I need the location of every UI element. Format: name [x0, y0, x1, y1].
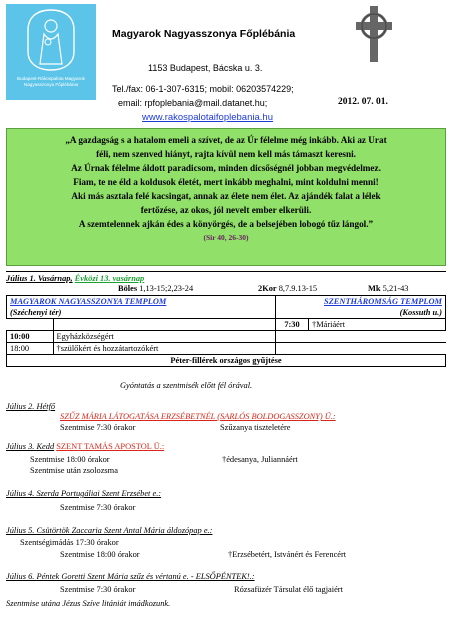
- phone: Tel./fax: 06-1-307-6315; mobil: 06203574229;: [112, 84, 294, 94]
- mass-time: 18:00: [7, 343, 54, 355]
- quote-line: fertőzése, az okos, jól nevelt ember elkerüli.: [140, 205, 312, 215]
- day-heading: Július 3. Kedd: [6, 442, 55, 451]
- extra-note: Szentmise után zsolozsma: [30, 466, 118, 475]
- quote-reference: (Sir 40, 26-30): [203, 233, 249, 242]
- mass-time: Szentmise 7:30 órakor: [60, 503, 136, 512]
- mass-time: 10:00: [7, 331, 54, 343]
- reading3: 5,21-43: [382, 284, 409, 293]
- reading2: 8,7.9.13-15: [278, 284, 318, 293]
- address: 1153 Budapest, Bácska u. 3.: [148, 63, 263, 73]
- mass-intention: †Erzsébetért, Istvánért és Ferencért: [228, 550, 347, 559]
- celtic-cross-icon: [348, 4, 400, 64]
- sunday-schedule-table: [6, 295, 446, 367]
- parish-logo: [6, 4, 96, 100]
- logo-text: Budapest-Rákospalota Magyarok Nagyasszonya Főplébánia: [17, 76, 85, 87]
- email: email: rpfoplebania@mail.datanet.hu;: [118, 98, 268, 108]
- mass-time: Szentmise 7:30 órakor: [60, 585, 136, 594]
- feast-title: SZŰZ MÁRIA LÁTOGATÁSA ERZSÉBETNÉL (SARLÓS BOLDOGASSZONY) Ü.:: [60, 412, 336, 421]
- church-right-sub: (Kossuth u.): [276, 307, 446, 319]
- feast-title: SZENT TAMÁS APOSTOL Ü.:: [56, 442, 165, 451]
- quote-line: féli, nem szenved hiányt, rajta kívül nem kell más támaszt keresni.: [96, 149, 356, 159]
- mass-time: Szentmise 18:00 órakor: [60, 550, 140, 559]
- church-right: SZENTHÁROMSÁG TEMPLOM: [276, 296, 446, 308]
- confession-note: Gyóntatás a szentmisék előtt fél órával.: [120, 381, 253, 390]
- scripture-quote: [6, 128, 446, 266]
- mass-intention: Szűzanya tiszteletére: [220, 423, 291, 432]
- reading2-label: 2Kor: [258, 284, 277, 293]
- table-row: [7, 331, 446, 343]
- adoration-time: Szentségimádás 17:30 órakor: [20, 538, 119, 547]
- mass-intention: †szülőkért és hozzátartozókért: [53, 343, 276, 355]
- quote-line: Az Úrnak félelme áldott paradicsom, minden dicsőségnél jobban megvédelmez.: [71, 163, 381, 173]
- reading1: 1,13-15;2,23-24: [139, 284, 194, 293]
- right-intention: †Máriáért: [309, 319, 446, 331]
- mass-intention: Rózsafüzér Társulat élő tagjaiért: [234, 585, 343, 594]
- church-left: MAGYAROK NAGYASSZONYA TEMPLOM: [7, 296, 276, 308]
- day-heading: Július 5. Csütörtök Zaccaria Szent Antal Mária áldozópap e.:: [6, 526, 213, 535]
- table-row: [7, 343, 446, 355]
- mass-time: Szentmise 18:00 órakor: [30, 455, 110, 464]
- reading3-label: Mk: [368, 284, 381, 293]
- website-link[interactable]: www.rakospalotaifoplebania.hu: [142, 112, 273, 123]
- reading1-label: Böles: [118, 284, 138, 293]
- quote-line: Aki más asztala felé kacsingat, annak az élete nem élet. Az ajándék falat a lélek: [71, 191, 381, 201]
- right-time: 7:30: [276, 319, 309, 331]
- ordinary-sunday: Évközi 13. vasárnap: [74, 274, 145, 283]
- parish-name: Magyarok Nagyasszonya Főplébánia: [112, 28, 296, 40]
- mass-intention: †édesanya, Juliannáért: [222, 455, 298, 464]
- day-heading: Július 4. Szerda Portugáliai Szent Erzsébet e.:: [6, 489, 162, 498]
- church-left-sub: (Széchenyi tér): [7, 307, 276, 319]
- quote-line: Fiam, te ne éld a koldusok életét, mert inkább meghalni, mint koldulni menni!: [73, 177, 379, 187]
- mass-time: Szentmise 7:30 órakor: [60, 423, 136, 432]
- quote-line: A szemtelennek ajkán édes a könyörgés, de a belsejében lobogó tűz lángol.”: [78, 219, 374, 229]
- bulletin-date: 2012. 07. 01.: [338, 97, 388, 107]
- collection-note: Péter-fillérek országos gyűjtése: [7, 355, 446, 367]
- divider: [6, 271, 446, 272]
- sunday-heading: Július 1. Vasárnap,: [6, 274, 73, 283]
- litany-note: Szentmise utána Jézus Szíve litániát imádkozunk.: [6, 599, 171, 608]
- day-heading: Július 6. Péntek Goretti Szent Mária szűz és vértanú e. - ELSŐPÉNTEK!.:: [6, 572, 255, 581]
- mass-intention: Egyházközségért: [53, 331, 276, 343]
- day-heading: Július 2. Hétfő: [6, 402, 56, 411]
- quote-line: „A gazdagság s a hatalom emeli a szívet, de az Úr félelme még inkább. Aki az Urat: [65, 135, 387, 145]
